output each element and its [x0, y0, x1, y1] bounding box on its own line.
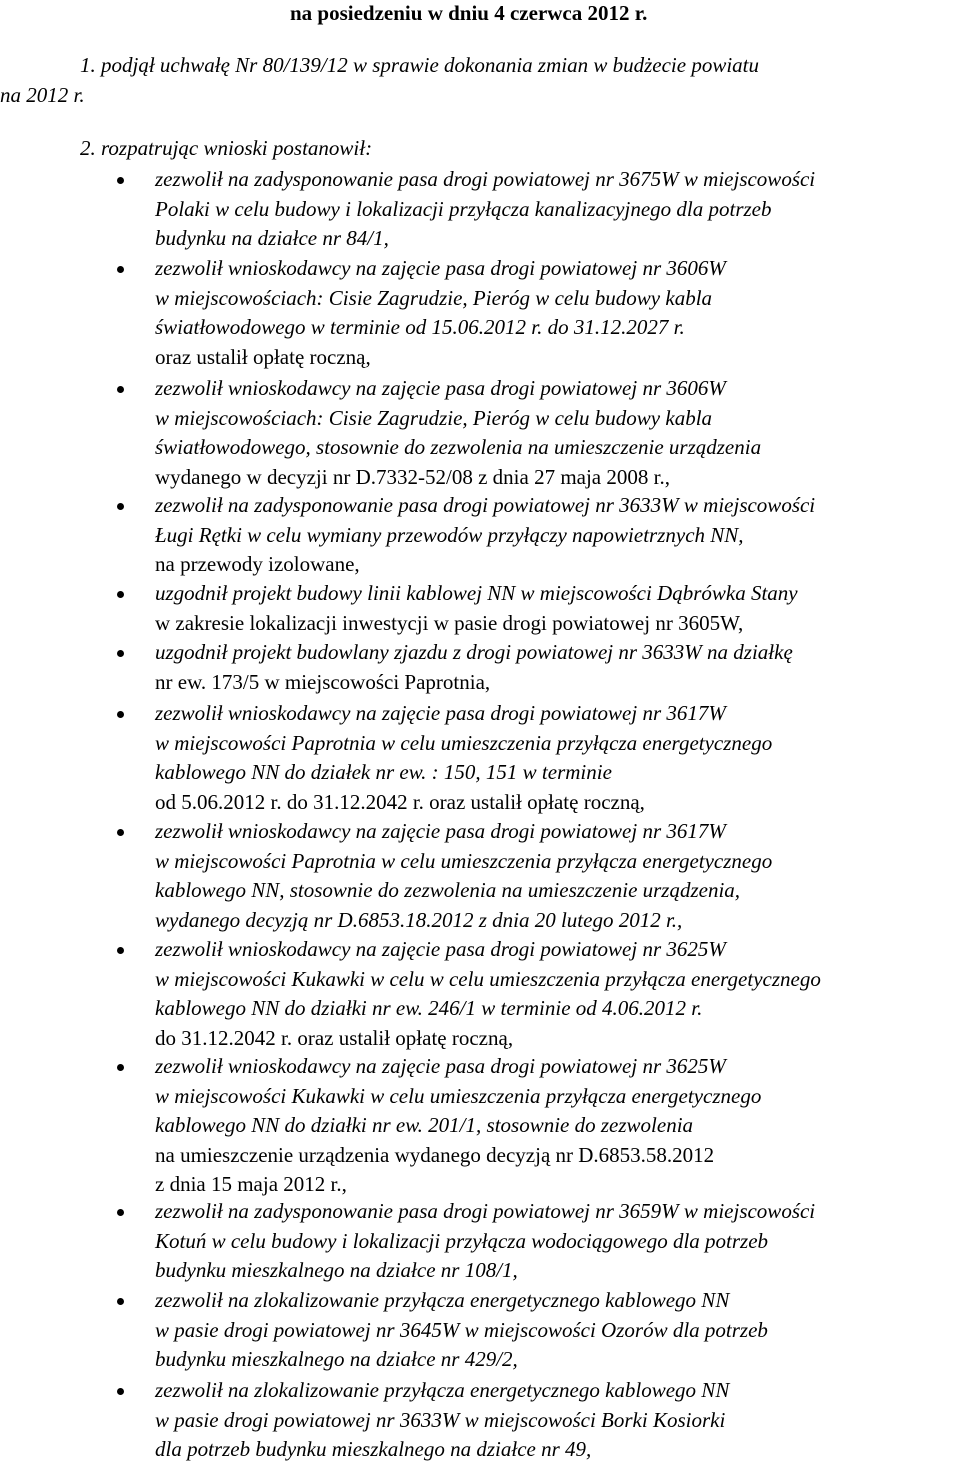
decision-item-line: światłowodowego, stosownie do zezwolenia na umieszczenie urządzenia — [155, 435, 762, 459]
decision-item-line: kablowego NN do działki nr ew. 246/1 w terminie od 4.06.2012 r. — [155, 996, 703, 1020]
item-1-line-2: na 2012 r. — [0, 83, 85, 107]
decision-item-line: do 31.12.2042 r. oraz ustalił opłatę roczną, — [155, 1026, 514, 1050]
decision-item-line: zezwolił wnioskodawcy na zajęcie pasa drogi powiatowej nr 3617W — [155, 819, 726, 843]
bullet-dot-icon — [117, 711, 124, 718]
bullet-dot-icon — [117, 266, 124, 273]
decision-item-line: w pasie drogi powiatowej nr 3633W w miejscowości Borki Kosiorki — [155, 1408, 726, 1432]
decision-item-line: w miejscowości Kukawki w celu w celu umieszczenia przyłącza energetycznego — [155, 967, 821, 991]
decision-item-line: nr ew. 173/5 w miejscowości Paprotnia, — [155, 670, 491, 694]
decision-item-line: zezwolił wnioskodawcy na zajęcie pasa drogi powiatowej nr 3617W — [155, 701, 726, 725]
decision-item-line: kablowego NN do działek nr ew. : 150, 151 w terminie — [155, 760, 612, 784]
bullet-dot-icon — [117, 1064, 124, 1071]
decision-item-line: wydanego w decyzji nr D.7332-52/08 z dnia 27 maja 2008 r., — [155, 465, 670, 489]
decision-item-line: zezwolił na zadysponowanie pasa drogi powiatowej nr 3659W w miejscowości — [155, 1199, 816, 1223]
decision-item-line: zezwolił na zadysponowanie pasa drogi powiatowej nr 3675W w miejscowości — [155, 167, 816, 191]
decision-item-line: Ługi Rętki w celu wymiany przewodów przyłączy napowietrznych NN, — [155, 523, 744, 547]
decision-item-line: zezwolił wnioskodawcy na zajęcie pasa drogi powiatowej nr 3625W — [155, 937, 726, 961]
decision-item-line: budynku na działce nr 84/1, — [155, 226, 389, 250]
decision-item-line: w zakresie lokalizacji inwestycji w pasie drogi powiatowej nr 3605W, — [155, 611, 744, 635]
item-2-intro: 2. rozpatrując wnioski postanowił: — [80, 136, 373, 160]
decision-item-line: wydanego decyzją nr D.6853.18.2012 z dnia 20 lutego 2012 r., — [155, 908, 683, 932]
decision-item-line: zezwolił wnioskodawcy na zajęcie pasa drogi powiatowej nr 3625W — [155, 1054, 726, 1078]
decision-item-line: z dnia 15 maja 2012 r., — [155, 1172, 347, 1196]
decision-item-line: zezwolił na zadysponowanie pasa drogi powiatowej nr 3633W w miejscowości — [155, 493, 816, 517]
page-heading: na posiedzeniu w dniu 4 czerwca 2012 r. — [290, 1, 648, 25]
bullet-dot-icon — [117, 1298, 124, 1305]
decision-item-line: uzgodnił projekt budowy linii kablowej NN w miejscowości Dąbrówka Stany — [155, 581, 798, 605]
bullet-dot-icon — [117, 1388, 124, 1395]
decision-item-line: dla potrzeb budynku mieszkalnego na działce nr 49, — [155, 1437, 592, 1461]
decision-item-line: zezwolił na zlokalizowanie przyłącza energetycznego kablowego NN — [155, 1288, 730, 1312]
decision-item-line: kablowego NN, stosownie do zezwolenia na umieszczenie urządzenia, — [155, 878, 741, 902]
decision-item-line: na umieszczenie urządzenia wydanego decyzją nr D.6853.58.2012 — [155, 1143, 715, 1167]
bullet-dot-icon — [117, 1209, 124, 1216]
bullet-dot-icon — [117, 650, 124, 657]
decision-item-line: od 5.06.2012 r. do 31.12.2042 r. oraz ustalił opłatę roczną, — [155, 790, 645, 814]
decision-item-line: w miejscowości Paprotnia w celu umieszczenia przyłącza energetycznego — [155, 731, 773, 755]
decision-item-line: zezwolił wnioskodawcy na zajęcie pasa drogi powiatowej nr 3606W — [155, 376, 726, 400]
bullet-dot-icon — [117, 591, 124, 598]
decision-item-line: budynku mieszkalnego na działce nr 429/2, — [155, 1347, 518, 1371]
decision-item-line: uzgodnił projekt budowlany zjazdu z drogi powiatowej nr 3633W na działkę — [155, 640, 793, 664]
decision-item-line: zezwolił na zlokalizowanie przyłącza energetycznego kablowego NN — [155, 1378, 730, 1402]
item-1-line-1: 1. podjął uchwałę Nr 80/139/12 w sprawie dokonania zmian w budżecie powiatu — [80, 53, 759, 77]
decision-item-line: Kotuń w celu budowy i lokalizacji przyłącza wodociągowego dla potrzeb — [155, 1229, 769, 1253]
decision-item-line: w miejscowościach: Cisie Zagrudzie, Pieróg w celu budowy kabla — [155, 286, 713, 310]
decision-item-line: na przewody izolowane, — [155, 552, 360, 576]
decision-item-line: w pasie drogi powiatowej nr 3645W w miejscowości Ozorów dla potrzeb — [155, 1318, 768, 1342]
decision-item-line: światłowodowego w terminie od 15.06.2012 r. do 31.12.2027 r. — [155, 315, 685, 339]
bullet-dot-icon — [117, 829, 124, 836]
decision-item-line: budynku mieszkalnego na działce nr 108/1, — [155, 1258, 518, 1282]
bullet-dot-icon — [117, 947, 124, 954]
bullet-dot-icon — [117, 503, 124, 510]
decision-item-line: Polaki w celu budowy i lokalizacji przyłącza kanalizacyjnego dla potrzeb — [155, 197, 772, 221]
decision-item-line: oraz ustalił opłatę roczną, — [155, 345, 371, 369]
decision-item-line: zezwolił wnioskodawcy na zajęcie pasa drogi powiatowej nr 3606W — [155, 256, 726, 280]
decision-item-line: w miejscowości Kukawki w celu umieszczenia przyłącza energetycznego — [155, 1084, 762, 1108]
decision-item-line: kablowego NN do działki nr ew. 201/1, stosownie do zezwolenia — [155, 1113, 694, 1137]
decision-item-line: w miejscowości Paprotnia w celu umieszczenia przyłącza energetycznego — [155, 849, 773, 873]
bullet-dot-icon — [117, 177, 124, 184]
bullet-dot-icon — [117, 386, 124, 393]
decision-item-line: w miejscowościach: Cisie Zagrudzie, Pieróg w celu budowy kabla — [155, 406, 713, 430]
